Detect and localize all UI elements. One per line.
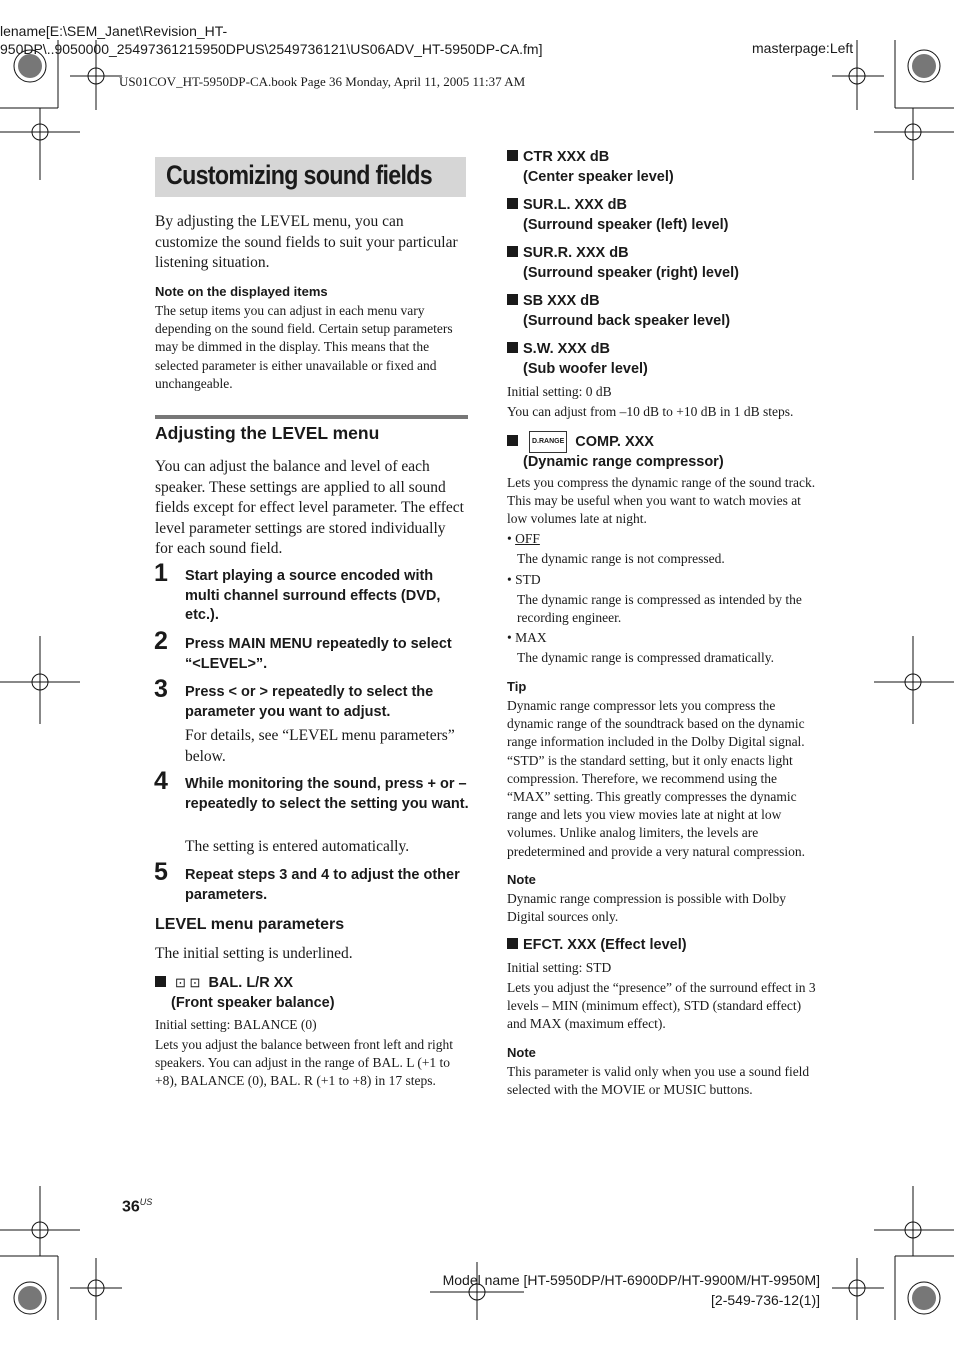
option-label: OFF	[515, 531, 540, 546]
param-title: SUR.L. XXX dB	[523, 197, 627, 213]
step-text: While monitoring the sound, press + or – repeatedly to select the setting you want.	[185, 776, 469, 812]
section-heading: Adjusting the LEVEL menu	[155, 423, 380, 443]
note-heading: Note	[507, 1045, 536, 1060]
efct-text: Lets you adjust the “presence” of the surround effect in 3 levels – MIN (minimum effect), STD (standard effect) and MAX (maximum effect).	[507, 980, 816, 1032]
levels-initial: Initial setting: 0 dB	[507, 384, 612, 399]
speaker-icon: ⊡ ⊡	[175, 975, 201, 990]
option-label: MAX	[515, 630, 547, 645]
params-heading: LEVEL menu parameters	[155, 916, 345, 933]
bullet-square	[507, 938, 518, 949]
step-detail: The setting is entered automatically.	[185, 838, 410, 855]
step-text: Press < or > repeatedly to select the parameter you want to adjust.	[185, 684, 434, 720]
step-number: 4	[154, 767, 168, 795]
step-number: 3	[154, 675, 168, 703]
page-number-value: 36	[122, 1198, 140, 1216]
param-title: SUR.R. XXX dB	[523, 245, 629, 261]
file-path-line-2: 950DP\..9050000_25497361215950DPUS\2549736121\US06ADV_HT-5950DP-CA.fm]	[0, 41, 543, 57]
param-bal-subtitle: (Front speaker balance)	[171, 994, 335, 1011]
param-surl	[507, 196, 827, 235]
param-sb	[507, 292, 827, 331]
note-heading: Note on the displayed items	[155, 284, 328, 299]
tip-text: Dynamic range compressor lets you compress the dynamic range of the soundtrack based on the dynamic range information included in the Dolby Digital signal. “STD” is the standard setting, but it only enacts light compression. Therefore, we recommend using the “MAX” setting. This greatly compresses the dynamic range and lets you view movies late at night at low volumes. Unlike analog limiters, the levels are predetermined and provide a very natural compression.	[507, 698, 806, 859]
bullet-square	[507, 435, 518, 446]
param-title: SB XXX dB	[523, 293, 600, 309]
param-surr	[507, 244, 827, 283]
note-text: The setup items you can adjust in each menu vary depending on the sound field. Certain setup parameters may be dimmed in the display. This means that the selected parameter is either unavailable or fixed and unchangeable.	[155, 303, 453, 391]
comp-option: • OFF	[507, 531, 540, 546]
comp-option-desc: The dynamic range is compressed as intended by the recording engineer.	[517, 592, 802, 626]
param-comp	[507, 431, 827, 472]
book-info-line: US01COV_HT-5950DP-CA.book Page 36 Monday, April 11, 2005 11:37 AM	[119, 74, 526, 89]
comp-option: • MAX	[507, 630, 547, 645]
param-bal-initial: Initial setting: BALANCE (0)	[155, 1017, 317, 1032]
step-detail: For details, see “LEVEL menu parameters” below.	[185, 727, 455, 765]
section-paragraph: You can adjust the balance and level of each speaker. These settings are applied to all sound fields except for effect level parameter. The effect level parameter settings are stored individually for each sound field.	[155, 458, 464, 557]
step-number: 1	[154, 559, 168, 587]
param-subtitle: (Dynamic range compressor)	[523, 453, 724, 470]
model-name: Model name [HT-5950DP/HT-6900DP/HT-9900M/HT-9950M]	[442, 1272, 820, 1288]
masterpage-label: masterpage:Left	[752, 40, 854, 56]
efct-initial: Initial setting: STD	[507, 960, 612, 975]
param-subtitle: (Surround speaker (left) level)	[523, 216, 729, 233]
step-text: Press MAIN MENU repeatedly to select “<LEVEL>”.	[185, 636, 452, 672]
part-code: [2-549-736-12(1)]	[711, 1292, 820, 1308]
page-number	[122, 1197, 152, 1216]
param-efct	[507, 936, 827, 956]
param-bal-heading	[155, 973, 475, 1013]
comp-option: • STD	[507, 572, 541, 587]
param-subtitle: (Center speaker level)	[523, 168, 674, 185]
note-heading: Note	[507, 872, 536, 887]
param-bal-title: BAL. L/R XX	[208, 975, 294, 991]
step-number: 2	[154, 627, 168, 655]
bullet-square	[507, 150, 518, 161]
section-rule	[155, 415, 468, 419]
param-ctr	[507, 148, 827, 187]
note-text: Dynamic range compression is possible with Dolby Digital sources only.	[507, 891, 786, 925]
tip-heading: Tip	[507, 679, 527, 694]
param-subtitle: (Surround speaker (right) level)	[523, 264, 739, 281]
page-title: Customizing sound fields	[166, 160, 432, 190]
note-text: This parameter is valid only when you use a sound field selected with the MOVIE or MUSIC buttons.	[507, 1064, 810, 1098]
comp-option-desc: The dynamic range is not compressed.	[517, 551, 725, 566]
step-text: Repeat steps 3 and 4 to adjust the other parameters.	[185, 867, 460, 903]
bullet-square	[507, 198, 518, 209]
param-title: EFCT. XXX (Effect level)	[523, 937, 687, 953]
step-number: 5	[154, 858, 168, 886]
file-path-line-1: lename[E:\SEM_Janet\Revision_HT-	[0, 23, 228, 39]
page-number-region: US	[139, 1197, 153, 1207]
file-path	[0, 22, 543, 58]
param-subtitle: (Surround back speaker level)	[523, 312, 731, 329]
intro-paragraph: By adjusting the LEVEL menu, you can customize the sound fields to suit your particular listening situation.	[155, 213, 458, 271]
comp-option-desc: The dynamic range is compressed dramatically.	[517, 650, 775, 665]
param-title: CTR XXX dB	[523, 149, 610, 165]
bullet-square	[507, 342, 518, 353]
param-bal-text: Lets you adjust the balance between front left and right speakers. You can adjust in the range of BAL. L (+1 to +8), BALANCE (0), BAL. R (+1 to +8) in 17 steps.	[155, 1037, 454, 1089]
levels-range: You can adjust from –10 dB to +10 dB in 1 dB steps.	[507, 404, 794, 419]
comp-text: Lets you compress the dynamic range of the sound track. This may be useful when you want to watch movies at low volumes late at night.	[507, 475, 816, 527]
option-label: STD	[515, 572, 541, 587]
bullet-square	[507, 294, 518, 305]
param-sw	[507, 340, 827, 379]
d-range-icon: D.RANGE	[529, 431, 567, 453]
param-title: S.W. XXX dB	[523, 341, 611, 357]
bullet-square	[155, 976, 166, 987]
param-subtitle: (Sub woofer level)	[523, 360, 648, 377]
step-text: Start playing a source encoded with multi channel surround effects (DVD, etc.).	[185, 568, 441, 623]
params-note: The initial setting is underlined.	[155, 945, 353, 962]
bullet-square	[507, 246, 518, 257]
param-title: COMP. XXX	[575, 434, 654, 450]
